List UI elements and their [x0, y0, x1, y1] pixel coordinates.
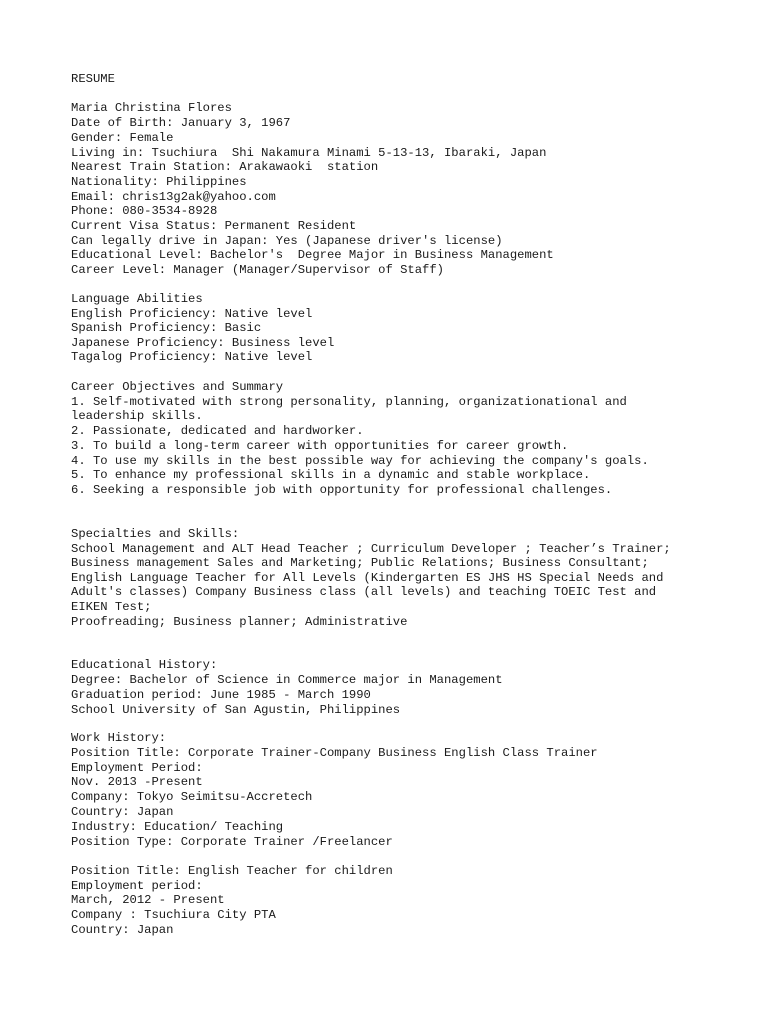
objective-line: 5. To enhance my professional skills in a dynamic and stable workplace. [71, 468, 591, 482]
specialty-line: English Language Teacher for All Levels (Kindergarten ES JHS HS Special Needs and [71, 571, 664, 585]
document-title: RESUME [71, 72, 115, 86]
job-line: Country: Japan [71, 923, 174, 937]
language-item: English Proficiency: Native level [71, 307, 313, 321]
objective-line: 1. Self-motivated with strong personality, planning, organizationational and [71, 395, 627, 409]
job-line: Company : Tsuchiura City PTA [71, 908, 276, 922]
languages-heading: Language Abilities [71, 292, 203, 306]
specialty-line: Business management Sales and Marketing; Public Relations; Business Consultant; [71, 556, 649, 570]
job-line: Position Title: English Teacher for children [71, 864, 393, 878]
nationality: Nationality: Philippines [71, 175, 247, 189]
specialty-line: Proofreading; Business planner; Administrative [71, 615, 408, 629]
career-level: Career Level: Manager (Manager/Supervisor of Staff) [71, 263, 444, 277]
driving-status: Can legally drive in Japan: Yes (Japanese driver's license) [71, 234, 503, 248]
specialty-line: School Management and ALT Head Teacher ; Curriculum Developer ; Teacher’s Trainer; [71, 542, 671, 556]
job-line: Employment period: [71, 879, 203, 893]
job-line: March, 2012 - Present [71, 893, 225, 907]
language-item: Japanese Proficiency: Business level [71, 336, 335, 350]
objective-line: 4. To use my skills in the best possible way for achieving the company's goals. [71, 454, 649, 468]
date-of-birth: Date of Birth: January 3, 1967 [71, 116, 291, 130]
objective-line: 2. Passionate, dedicated and hardworker. [71, 424, 364, 438]
specialty-line: Adult's classes) Company Business class (all levels) and teaching TOEIC Test and [71, 585, 657, 599]
objective-line: 3. To build a long-term career with opportunities for career growth. [71, 439, 569, 453]
job-line: Country: Japan [71, 805, 174, 819]
job-line: Position Title: Corporate Trainer-Company Business English Class Trainer [71, 746, 598, 760]
education-line: Degree: Bachelor of Science in Commerce major in Management [71, 673, 503, 687]
education-line: School University of San Agustin, Philippines [71, 703, 401, 717]
specialty-line: EIKEN Test; [71, 600, 152, 614]
objectives-heading: Career Objectives and Summary [71, 380, 284, 394]
job-line: Position Type: Corporate Trainer /Freelancer [71, 835, 393, 849]
objective-line: leadership skills. [71, 409, 203, 423]
phone: Phone: 080-3534-8928 [71, 204, 218, 218]
job-line: Company: Tokyo Seimitsu-Accretech [71, 790, 313, 804]
education-heading: Educational History: [71, 658, 218, 672]
job-line: Industry: Education/ Teaching [71, 820, 284, 834]
education-line: Graduation period: June 1985 - March 1990 [71, 688, 371, 702]
applicant-name: Maria Christina Flores [71, 101, 232, 115]
language-item: Tagalog Proficiency: Native level [71, 350, 313, 364]
nearest-station: Nearest Train Station: Arakawaoki station [71, 160, 379, 174]
education-level: Educational Level: Bachelor's Degree Major in Business Management [71, 248, 554, 262]
job-line: Employment Period: [71, 761, 203, 775]
work-heading: Work History: [71, 731, 167, 745]
address: Living in: Tsuchiura Shi Nakamura Minami 5-13-13, Ibaraki, Japan [71, 146, 547, 160]
gender: Gender: Female [71, 131, 174, 145]
objective-line: 6. Seeking a responsible job with opportunity for professional challenges. [71, 483, 613, 497]
visa-status: Current Visa Status: Permanent Resident [71, 219, 357, 233]
specialties-heading: Specialties and Skills: [71, 527, 240, 541]
email: Email: chris13g2ak@yahoo.com [71, 190, 276, 204]
language-item: Spanish Proficiency: Basic [71, 321, 262, 335]
job-line: Nov. 2013 -Present [71, 775, 203, 789]
